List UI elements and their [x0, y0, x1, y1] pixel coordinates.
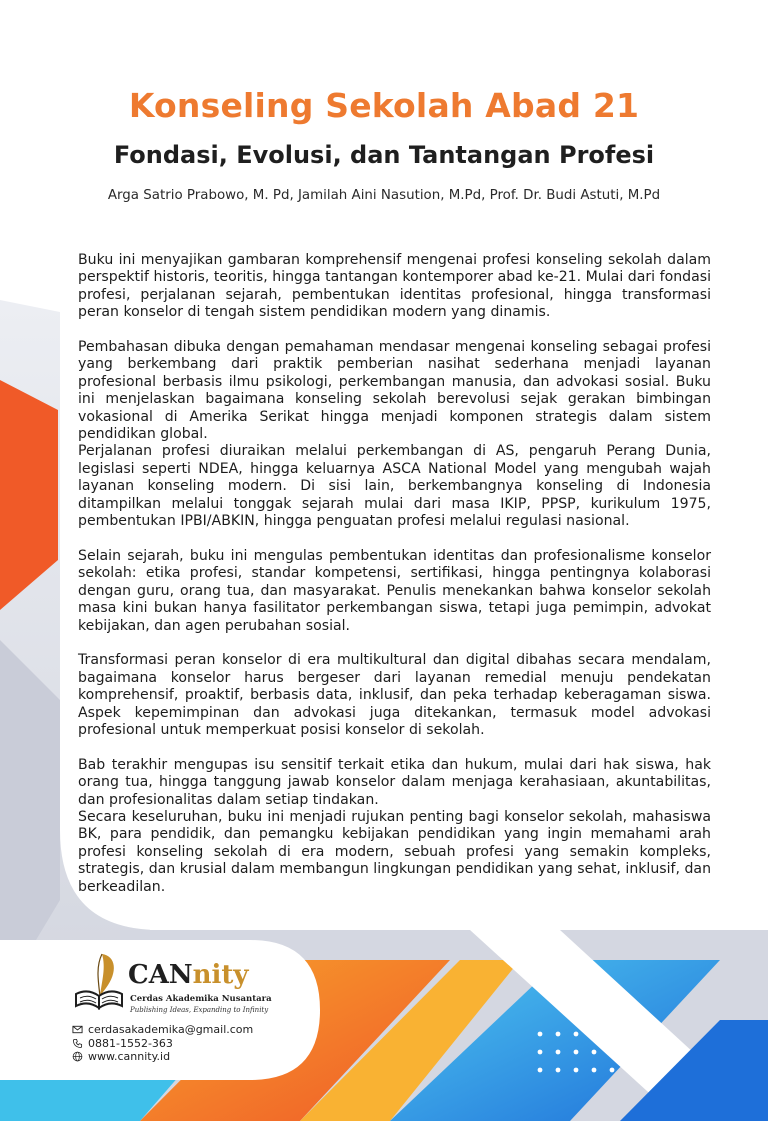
website-text[interactable]: www.cannity.id — [88, 1050, 171, 1063]
synopsis-paragraph: Selain sejarah, buku ini mengulas pembentukan identitas dan profesionalisme konselor sekolah: etika profesi, standar kompetensi, sertifikasi, hingga pentingnya kolaborasi dengan guru, orang tua, dan masyarakat. Penulis menekankan bahwa konselor sekolah masa kini bukan hanya fasilitator perkembangan siswa, tetapi juga pemimpin, advokat kebijakan, dan agen perubahan sosial. — [78, 547, 711, 634]
synopsis-paragraph: Bab terakhir mengupas isu sensitif terkait etika dan hukum, mulai dari hak siswa, hak orang tua, hingga tanggung jawab konselor dalam menjaga kerahasiaan, akuntabilitas, dan profesionalitas dalam setiap tindakan. — [78, 756, 711, 808]
phone-icon — [72, 1038, 83, 1049]
phone-text[interactable]: 0881-1552-363 — [88, 1036, 173, 1050]
synopsis-paragraph: Secara keseluruhan, buku ini menjadi rujukan penting bagi konselor sekolah, mahasiswa BK, para pendidik, dan pemangku kebijakan pendidikan yang ingin memahami arah profesi konseling sekolah di era modern, sebuah profesi yang semakin kompleks, strategis, dan krusial dalam membangun lingkungan pendidikan yang sehat, inklusif, dan berkeadilan. — [78, 808, 711, 895]
synopsis-paragraph: Perjalanan profesi diuraikan melalui perkembangan di AS, pengaruh Perang Dunia, legislasi seperti NDEA, hingga keluarnya ASCA National Model yang mengubah wajah layanan konseling modern. Di sisi lain, berkembangnya konseling di Indonesia ditampilkan melalui tonggak sejarah mulai dari masa IKIP, PPSP, kurikulum 1975, pembentukan IPBI/ABKIN, hingga penguatan profesi melalui regulasi nasional. — [78, 443, 711, 530]
publisher-name-accent: nity — [192, 960, 249, 990]
book-quill-icon — [72, 950, 126, 1012]
author-list: Arga Satrio Prabowo, M. Pd, Jamilah Aini Nasution, M.Pd, Prof. Dr. Budi Astuti, M.Pd — [107, 188, 661, 203]
publisher-tagline: Cerdas Akademika Nusantara — [130, 994, 272, 1004]
publisher-name-main: CAN — [128, 960, 193, 990]
synopsis — [78, 252, 711, 896]
globe-icon — [72, 1051, 83, 1062]
synopsis-paragraph: Buku ini menyajikan gambaran komprehensif mengenai profesi konseling sekolah dalam perspektif historis, teoritis, hingga tantangan kontemporer abad ke-21. Mulai dari fondasi profesi, perjalanan sejarah, pembentukan identitas profesional, hingga transformasi peran konselor di tengah sistem pendidikan modern yang dinamis. — [78, 252, 711, 321]
contact-email — [72, 1023, 253, 1037]
book-subtitle: Fondasi, Evolusi, dan Tantangan Profesi — [113, 141, 655, 169]
publisher-name — [128, 960, 249, 990]
contact-website — [72, 1050, 253, 1064]
mail-icon — [72, 1024, 83, 1035]
synopsis-paragraph: Transformasi peran konselor di era multikultural dan digital dibahas secara mendalam, bagaimana konselor harus bergeser dari layanan remedial menuju pendekatan komprehensif, proaktif, berbasis data, inklusif, dan peka terhadap keberagaman siswa. Aspek kepemimpinan dan advokasi juga ditekankan, termasuk model advokasi profesional untuk memperkuat posisi konselor di sekolah. — [78, 652, 711, 738]
contact-phone — [72, 1037, 253, 1051]
book-title: Konseling Sekolah Abad 21 — [128, 86, 640, 125]
contact-info — [72, 1023, 253, 1064]
email-text[interactable]: cerdasakademika@gmail.com — [88, 1023, 254, 1036]
publisher-logo — [72, 950, 272, 1020]
synopsis-paragraph: Pembahasan dibuka dengan pemahaman mendasar mengenai konseling sebagai profesi yang berkembang dari praktik pemberian nasihat sederhana menjadi layanan profesional berbasis ilmu psikologi, perkembangan manusia, dan advokasi sosial. Buku ini menjelaskan bagaimana konseling sekolah berevolusi sejak gerakan bimbingan vokasional di Amerika Serikat hingga menjadi komponen strategis dalam sistem pendidikan global. — [78, 339, 711, 443]
publisher-slogan: Publishing Ideas, Expanding to Infinity — [130, 1006, 269, 1014]
